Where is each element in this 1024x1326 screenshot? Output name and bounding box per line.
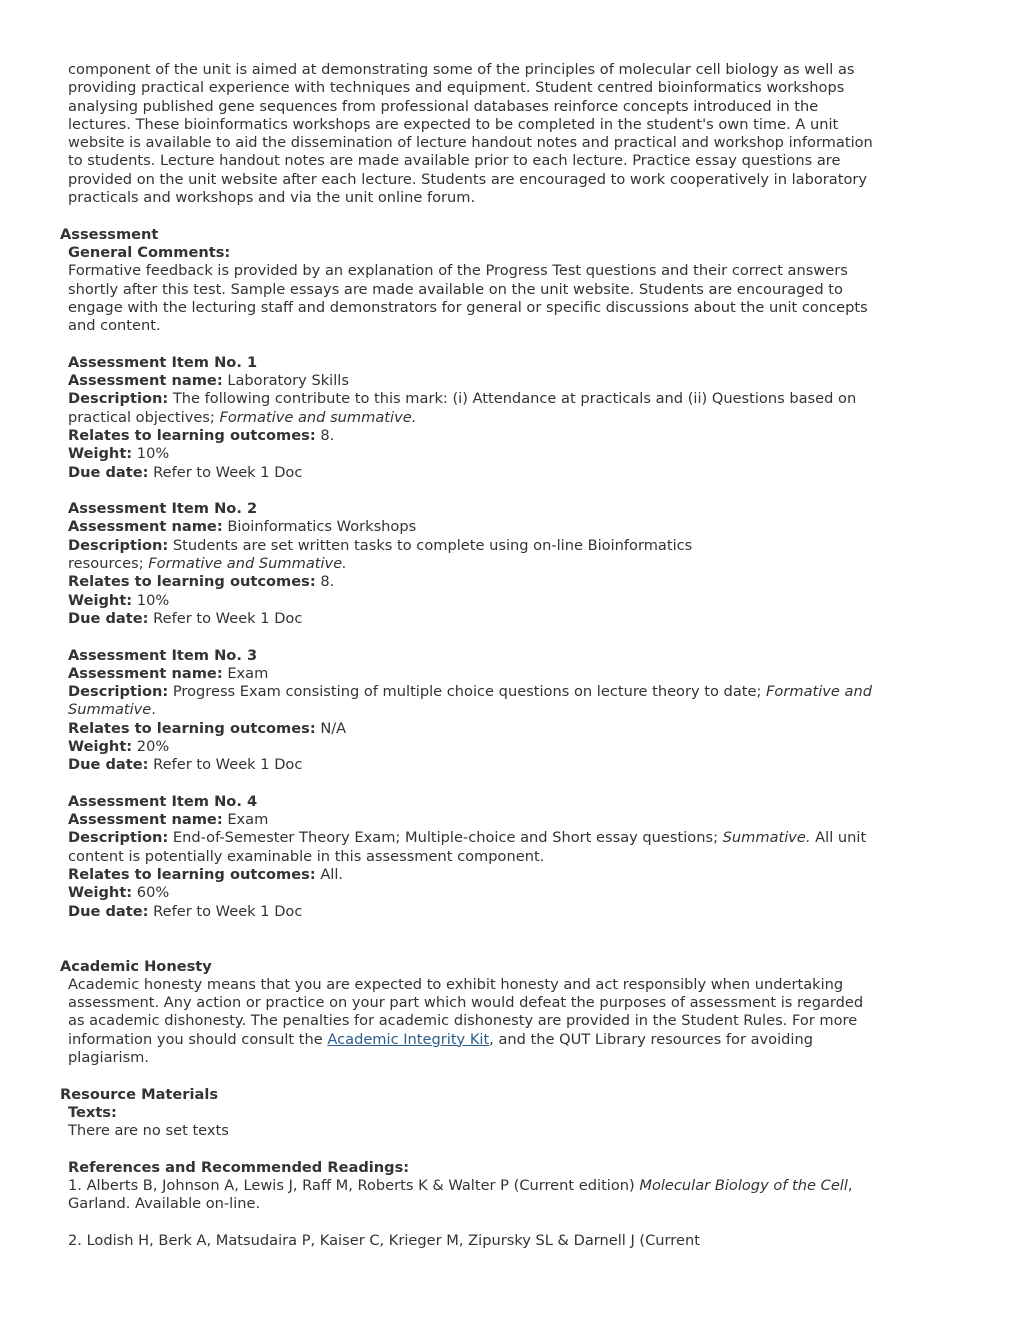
academic-integrity-kit-link[interactable]: Academic Integrity Kit — [327, 1030, 490, 1048]
item-due-value: Refer to Week 1 Doc — [153, 902, 303, 920]
item-name-value: Exam — [227, 811, 269, 829]
item-outcomes-value: 8. — [320, 573, 335, 591]
item-due-line — [68, 464, 883, 482]
item-name-line — [68, 665, 883, 683]
item-description-tail: . — [151, 701, 156, 719]
item-description-label: Description: — [68, 390, 169, 408]
item-outcomes-label: Relates to learning outcomes: — [68, 719, 316, 737]
item-description-value: End-of-Semester Theory Exam; Multiple-choice and Short essay questions; — [172, 829, 723, 847]
item-name-value: Laboratory Skills — [227, 372, 349, 390]
intro-paragraph: component of the unit is aimed at demonstrating some of the principles of molecular cell biology as well as providing practical experience with techniques and equipment. Student centred bioinformatics workshops analysing published gene sequences from professional databases reinforce concepts introduced in the lectures. These bioinformatics workshops are expected to be completed in the student's own time. A unit website is available to aid the dissemination of lecture handout notes and practical and workshop information to students. Lecture handout notes are made available prior to each lecture. Practice essay questions are provided on the unit website after each lecture. Students are encouraged to work cooperatively in laboratory practicals and workshops and via the unit online forum. — [68, 61, 873, 207]
item-outcomes-value: All. — [320, 866, 344, 884]
assessment-item-4 — [68, 793, 883, 921]
item-weight-value: 20% — [136, 737, 170, 755]
item-description-italic: Summative. — [722, 829, 811, 847]
item-outcomes-value: 8. — [320, 426, 335, 444]
item-weight-line — [68, 884, 883, 902]
item-description-line — [68, 537, 728, 574]
item-description-line — [68, 829, 883, 866]
item-title: Assessment Item No. 4 — [68, 792, 258, 810]
item-weight-line — [68, 592, 883, 610]
item-outcomes-value: N/A — [320, 719, 347, 737]
item-weight-label: Weight: — [68, 884, 133, 902]
general-comments-label: General Comments: — [68, 243, 231, 261]
item-description-italic: Formative and summative. — [219, 408, 417, 426]
resource-texts — [68, 1104, 883, 1141]
item-description-line — [68, 390, 883, 427]
item-description-value: The following contribute to this mark: (i) Attendance at practicals and (ii) Questions based on practical objectives; — [68, 390, 857, 426]
assessment-item-3 — [68, 647, 883, 775]
item-weight-value: 60% — [136, 884, 170, 902]
item-title: Assessment Item No. 1 — [68, 353, 258, 371]
item-weight-value: 10% — [136, 591, 170, 609]
item-description-italic: Formative and Summative. — [148, 555, 347, 573]
assessment-item-1 — [68, 354, 883, 482]
assessment-heading: Assessment — [60, 225, 159, 243]
reference-1-tail: , Garland. Available on-line. — [68, 1177, 853, 1213]
item-due-label: Due date: — [68, 902, 149, 920]
references-section — [68, 1159, 883, 1250]
item-due-value: Refer to Week 1 Doc — [153, 756, 303, 774]
references-label: References and Recommended Readings: — [68, 1158, 410, 1176]
reference-1 — [68, 1177, 883, 1214]
item-outcomes-label: Relates to learning outcomes: — [68, 426, 316, 444]
item-name-line — [68, 518, 883, 536]
texts-label: Texts: — [68, 1103, 117, 1121]
item-due-label: Due date: — [68, 609, 149, 627]
item-outcomes-label: Relates to learning outcomes: — [68, 573, 316, 591]
academic-honesty-text — [68, 976, 883, 1067]
item-due-line — [68, 610, 883, 628]
item-name-line — [68, 811, 883, 829]
item-outcomes-label: Relates to learning outcomes: — [68, 866, 316, 884]
item-name-label: Assessment name: — [68, 518, 223, 536]
item-description-value: Progress Exam consisting of multiple choice questions on lecture theory to date; — [172, 683, 767, 701]
academic-honesty-heading: Academic Honesty — [60, 957, 212, 975]
reference-1-plain: 1. Alberts B, Johnson A, Lewis J, Raff M, Roberts K & Walter P (Current edition) — [68, 1177, 640, 1195]
item-due-value: Refer to Week 1 Doc — [153, 463, 303, 481]
item-outcomes-line — [68, 427, 883, 445]
assessment-general — [68, 244, 883, 335]
item-name-label: Assessment name: — [68, 811, 223, 829]
item-title: Assessment Item No. 2 — [68, 500, 258, 518]
item-weight-label: Weight: — [68, 591, 133, 609]
resource-materials-heading: Resource Materials — [60, 1085, 219, 1103]
item-description-line — [68, 683, 883, 720]
item-due-line — [68, 756, 883, 774]
item-weight-line — [68, 738, 883, 756]
academic-honesty-before-link: Academic honesty means that you are expected to exhibit honesty and act responsibly when undertaking assessment. Any action or practice on your part which would defeat the purposes of assessment is regarded as academic dishonesty. The penalties for academic dishonesty are provided in the Student Rules. For more information you should consult the — [68, 975, 864, 1048]
item-title: Assessment Item No. 3 — [68, 646, 258, 664]
item-name-value: Exam — [227, 664, 269, 682]
item-outcomes-line — [68, 573, 883, 591]
item-description-label: Description: — [68, 536, 169, 554]
item-outcomes-line — [68, 720, 883, 738]
texts-value: There are no set texts — [68, 1122, 229, 1140]
item-weight-label: Weight: — [68, 737, 133, 755]
reference-2: 2. Lodish H, Berk A, Matsudaira P, Kaiser C, Krieger M, Zipursky SL & Darnell J (Current — [68, 1232, 700, 1249]
item-weight-value: 10% — [136, 445, 170, 463]
general-comments-text: Formative feedback is provided by an explanation of the Progress Test questions and their correct answers shortly after this test. Sample essays are made available on the unit website. Students are encouraged to engage with the lecturing staff and demonstrators for general or specific discussions about the unit concepts and content. — [68, 262, 868, 335]
item-name-value: Bioinformatics Workshops — [227, 518, 417, 536]
item-description-label: Description: — [68, 683, 169, 701]
academic-honesty-after-link: , and the QUT Library resources for avoiding plagiarism. — [68, 1030, 813, 1067]
item-outcomes-line — [68, 866, 883, 884]
item-due-line — [68, 903, 883, 921]
item-weight-line — [68, 445, 883, 463]
item-name-label: Assessment name: — [68, 372, 223, 390]
item-name-line — [68, 372, 883, 390]
item-description-label: Description: — [68, 829, 169, 847]
item-description-italic: Formative and Summative — [68, 683, 872, 719]
item-due-value: Refer to Week 1 Doc — [153, 609, 303, 627]
item-description-tail: All unit content is potentially examinable in this assessment component. — [68, 829, 867, 865]
item-weight-label: Weight: — [68, 445, 133, 463]
item-due-label: Due date: — [68, 463, 149, 481]
item-due-label: Due date: — [68, 756, 149, 774]
item-description-value: Students are set written tasks to complete using on-line Bioinformatics resources; — [68, 536, 693, 573]
assessment-item-2 — [68, 500, 883, 628]
reference-1-italic: Molecular Biology of the Cell — [639, 1177, 848, 1195]
item-name-label: Assessment name: — [68, 664, 223, 682]
document-page — [0, 61, 1024, 1250]
